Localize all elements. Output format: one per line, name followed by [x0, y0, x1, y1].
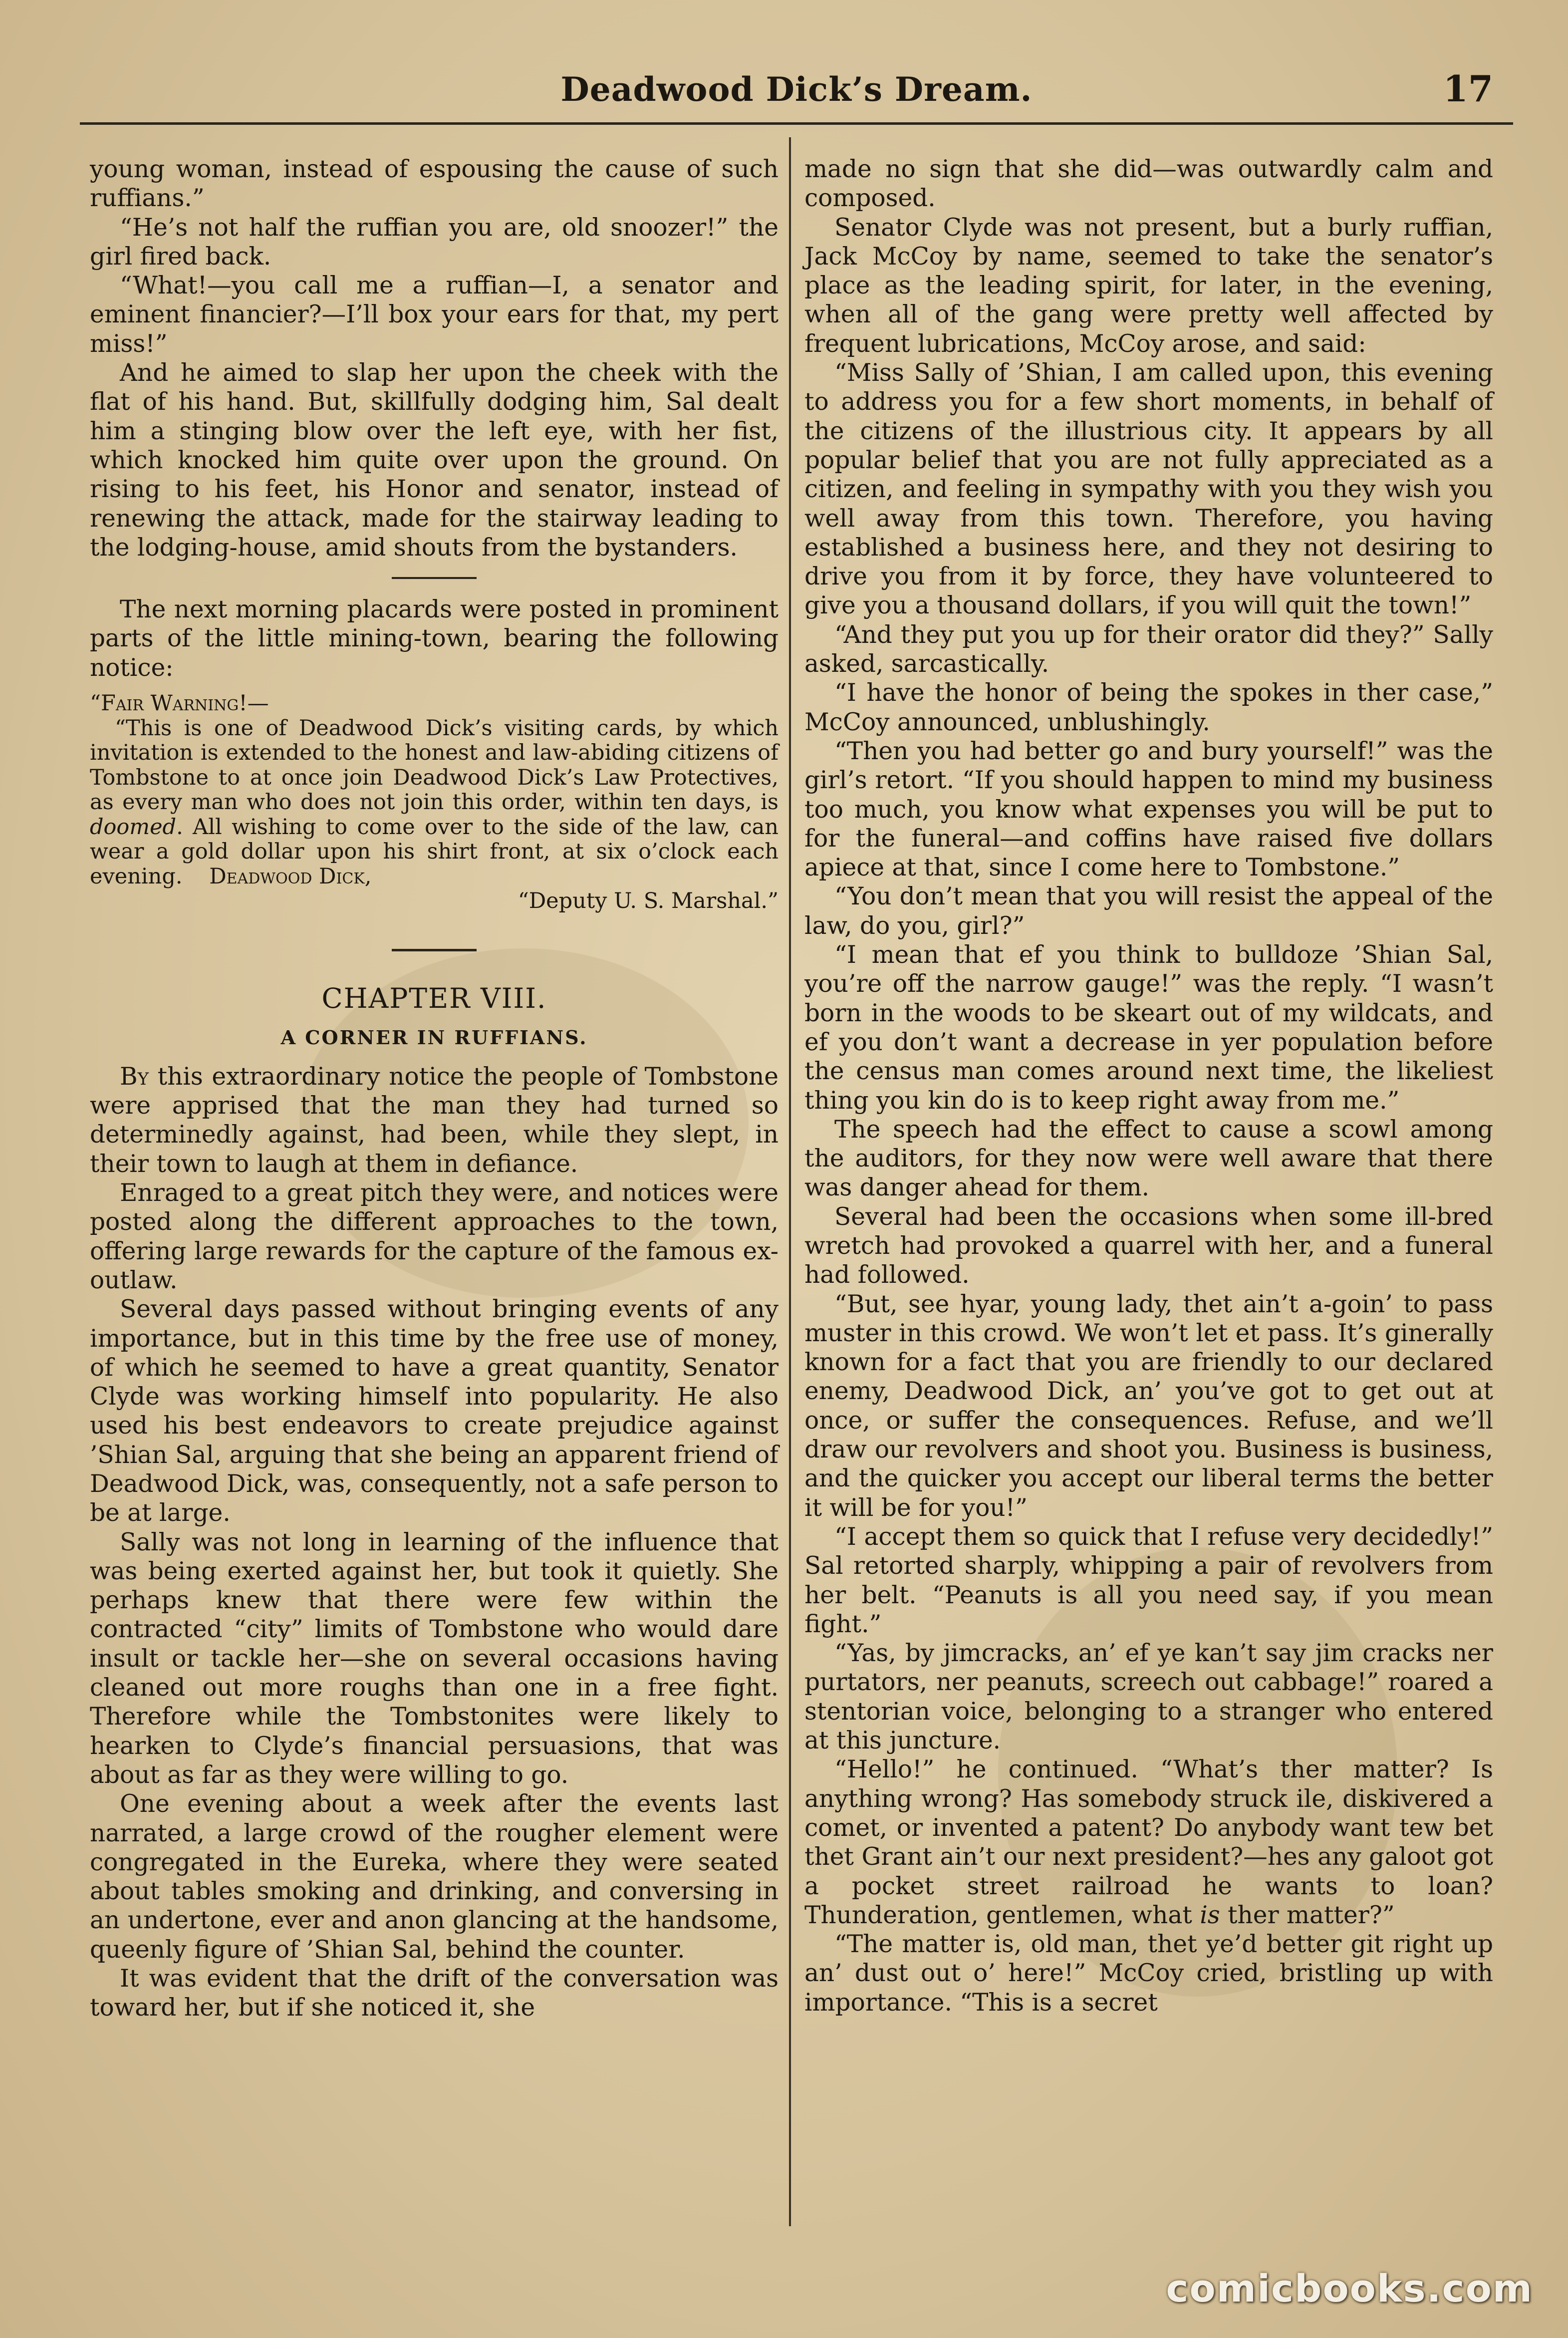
paragraph: The speech had the effect to cause a scowl among the auditors, for they now were well aware that there was danger ahead for them.	[804, 1115, 1493, 1202]
paragraph: “The matter is, old man, thet ye’d better git right up an’ dust out o’ here!” McCoy cried, bristling up with importance. “This is a secret	[804, 1930, 1493, 2017]
paragraph: young woman, instead of espousing the cause of such ruffians.”	[90, 155, 779, 213]
section-divider	[392, 577, 477, 579]
paragraph-text: this extraordinary notice the people of Tombstone were apprised that the man they had turned so determinedly against, had been, while they slept, in their town to laugh at them in defiance.	[90, 1062, 779, 1178]
paragraph: made no sign that she did—was outwardly calm and composed.	[804, 155, 1493, 213]
notice-signature-title: “Deputy U. S. Marshal.”	[518, 888, 779, 914]
chapter-title: CHAPTER VIII.	[321, 982, 547, 1014]
paragraph-text: ther matter?”	[1220, 1901, 1395, 1929]
paragraph: It was evident that the drift of the conversation was toward her, but if she noticed it, she	[90, 1965, 779, 2022]
paragraph: “I have the honor of being the spokes in ther case,” McCoy announced, unblushingly.	[804, 679, 1493, 736]
paragraph	[90, 1062, 779, 1178]
running-title: Deadwood Dick’s Dream.	[560, 70, 1033, 109]
paragraph: Senator Clyde was not present, but a burly ruffian, Jack McCoy by name, seemed to take the senator’s place as the leading spirit, for later, in the evening, when all of the gang were pretty well affected by frequent lubrications, McCoy arose, and said:	[804, 213, 1493, 358]
drop-word: By	[120, 1062, 149, 1091]
notice-emphasis: doomed	[90, 814, 177, 840]
paragraph: Sally was not long in learning of the influence that was being exerted against her, but took it quietly. She perhaps knew that there were few within the contracted “city” limits of Tombstone who would dare insult or tackle her—she on several occasions having cleaned out more roughs than one in a free fight. Therefore while the Tombstonites were likely to hearken to Clyde’s financial persuasions, that was about as far as they were willing to go.	[90, 1528, 779, 1789]
notice-text: “This is one of Deadwood Dick’s visiting cards, by which invitation is extended to the honest and law-abiding citizens of Tombstone to at once join Deadwood Dick’s Law Protectives, as every man who does not join this order, within ten days, is	[90, 715, 779, 815]
column-divider	[789, 137, 791, 2226]
right-column	[804, 155, 1493, 2017]
running-header	[80, 65, 1513, 125]
left-column	[90, 155, 779, 2023]
placard-notice	[90, 691, 779, 914]
paragraph: “And they put you up for their orator did they?” Sally asked, sarcastically.	[804, 620, 1493, 678]
chapter-subtitle: A CORNER IN RUFFIANS.	[280, 1026, 588, 1049]
paragraph: “Yas, by jimcracks, an’ ef ye kan’t say jim cracks ner purtators, ner peanuts, screech out cabbage!” roared a stentorian voice, belonging to a stranger who entered at this juncture.	[804, 1639, 1493, 1755]
paragraph: The next morning placards were posted in prominent parts of the little mining-town, bearing the following notice:	[90, 595, 779, 682]
paragraph: One evening about a week after the events last narrated, a large crowd of the rougher element were congregated in the Eureka, where they were seated about tables smoking and drinking, and conversing in an undertone, ever and anon glancing at the handsome, queenly figure of ’Shian Sal, behind the counter.	[90, 1790, 779, 1964]
paragraph: “I mean that ef you think to bulldoze ’Shian Sal, you’re off the narrow gauge!” was the reply. “I wasn’t born in the woods to be skeart out of my wildcats, and ef you don’t want a decrease in yer population before the census man comes around next time, the likeliest thing you kin do is to keep right away from me.”	[804, 941, 1493, 1115]
site-watermark: comicbooks.com	[1166, 2266, 1533, 2311]
notice-body	[90, 716, 779, 889]
paragraph: “You don’t mean that you will resist the appeal of the law, do you, girl?”	[804, 882, 1493, 940]
paragraph: Several days passed without bringing events of any importance, but in this time by the free use of money, of which he seemed to have a great quantity, Senator Clyde was working himself into popularity. He also used his best endeavors to create prejudice against ’Shian Sal, arguing that she being an apparent friend of Deadwood Dick, was, consequently, not a safe person to be at large.	[90, 1295, 779, 1527]
paragraph-text: “Hello!” he continued. “What’s ther matter? Is anything wrong? Has somebody struck ile, diskivered a comet, or invented a patent? Do anybody want tew bet thet Grant ain’t our next president?—hes any galoot got a pocket street railroad he wants to loan? Thunderation, gentlemen, what	[804, 1755, 1493, 1929]
notice-text: . All wishing to come over to the side of the law, can wear a gold dollar upon his shirt front, at six o’clock each evening.	[90, 814, 779, 889]
paragraph: “I accept them so quick that I refuse very decidedly!” Sal retorted sharply, whipping a pair of revolvers from her belt. “Peanuts is all you need say, if you mean fight.”	[804, 1522, 1493, 1638]
paragraph: “He’s not half the ruffian you are, old snoozer!” the girl fired back.	[90, 213, 779, 271]
paragraph: “Then you had better go and bury yourself!” was the girl’s retort. “If you should happen to mind my business too much, you know what expenses you will be put to for the funeral—and coffins have raised five dollars apiece at that, since I come here to Tombstone.”	[804, 737, 1493, 882]
paragraph: “But, see hyar, young lady, thet ain’t a-goin’ to pass muster in this crowd. We won’t let et pass. It’s ginerally known for a fact that you are friendly to our declared enemy, Deadwood Dick, an’ you’ve got to get out at once, or suffer the consequences. Refuse, and we’ll draw our revolvers and shoot you. Business is business, and the quicker you accept our liberal terms the better it will be for you!”	[804, 1290, 1493, 1522]
paragraph	[804, 1755, 1493, 1930]
notice-signature-name: Deadwood Dick,	[209, 864, 372, 889]
paragraph-emphasis: is	[1200, 1901, 1220, 1929]
paragraph: “Miss Sally of ’Shian, I am called upon, this evening to address you for a few short moments, in behalf of the citizens of the illustrious city. It appears by all popular belief that you are not fully appreciated as a citizen, and feeling in sympathy with you they wish you well away from this town. Therefore, you having established a business here, and they not desiring to drive you from it by force, they have volunteered to give you a thousand dollars, if you will quit the town!”	[804, 359, 1493, 620]
paragraph: Enraged to a great pitch they were, and notices were posted along the different approaches to the town, offering large rewards for the capture of the famous ex-outlaw.	[90, 1179, 779, 1294]
paragraph: And he aimed to slap her upon the cheek with the flat of his hand. But, skillfully dodging him, Sal dealt him a stinging blow over the left eye, with her fist, which knocked him quite over upon the ground. On rising to his feet, his Honor and senator, instead of renewing the attack, made for the stairway leading to the lodging-house, amid shouts from the bystanders.	[90, 359, 779, 562]
notice-heading: “Fair Warning!—	[90, 691, 269, 716]
paragraph: Several had been the occasions when some ill-bred wretch had provoked a quarrel with her, and a funeral had followed.	[804, 1202, 1493, 1289]
paragraph: “What!—you call me a ruffian—I, a senator and eminent financier?—I’ll box your ears for that, my pert miss!”	[90, 272, 779, 358]
chapter-divider	[392, 949, 477, 951]
page-number: 17	[1443, 67, 1493, 110]
